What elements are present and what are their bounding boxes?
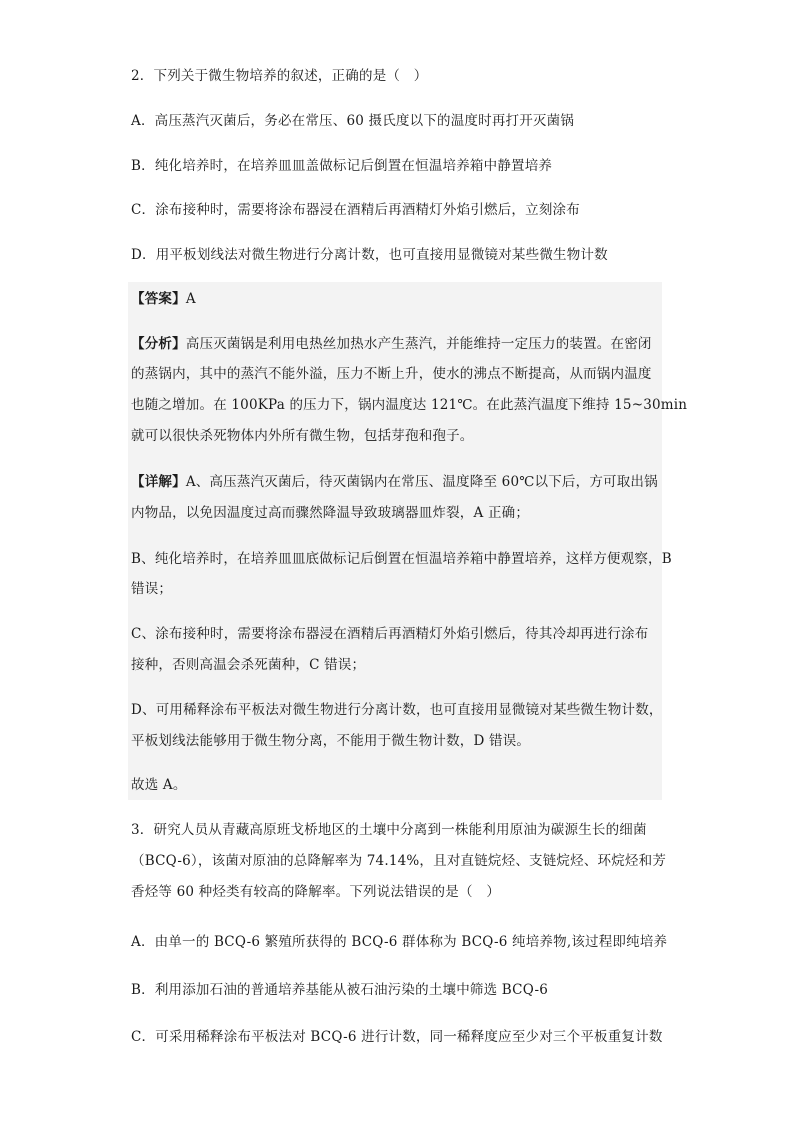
analysis-line-3: 也随之增加。在 100KPa 的压力下，锅内温度达 121℃。在此蒸汽温度下维持 15~30min <box>131 397 688 413</box>
q3-option-c: C．可采用稀释涂布平板法对 BCQ-6 进行计数，同一稀释度应至少对三个平板重复计数 <box>131 1029 663 1045</box>
detail-line-4: 错误； <box>131 581 173 597</box>
detail-line-7: D、可用稀释涂布平板法对微生物进行分离计数，也可直接用显微镜对某些微生物计数， <box>131 702 663 718</box>
q3-option-b: B．利用添加石油的普通培养基能从被石油污染的土壤中筛选 BCQ-6 <box>131 982 549 998</box>
detail-conclusion: 故选 A。 <box>131 777 187 793</box>
detail-label: 【详解】 <box>131 474 186 490</box>
detail-text-1: A、高压蒸汽灭菌后，待灭菌锅内在常压、温度降至 60℃以下后，方可取出锅 <box>185 474 658 490</box>
analysis-line-4: 就可以很快杀死物体内外所有微生物，包括芽孢和孢子。 <box>131 428 474 444</box>
answer-label: 【答案】 <box>131 291 186 307</box>
q2-option-d: D．用平板划线法对微生物进行分离计数，也可直接用显微镜对某些微生物计数 <box>131 247 608 263</box>
detail-line-2: 内物品，以免因温度过高而骤然降温导致玻璃器皿炸裂，A 正确； <box>131 505 530 521</box>
detail-line-8: 平板划线法能够用于微生物分离，不能用于微生物计数，D 错误。 <box>131 733 531 749</box>
detail-line-6: 接种，否则高温会杀死菌种，C 错误； <box>131 657 366 673</box>
detail-line-3: B、纯化培养时，在培养皿皿底做标记后倒置在恒温培养箱中静置培养，这样方便观察，B <box>131 551 672 567</box>
answer-value: A <box>185 291 196 307</box>
q3-stem-line-3: 香烃等 60 种烃类有较高的降解率。下列说法错误的是（ ） <box>131 884 501 900</box>
q2-stem: 2．下列关于微生物培养的叙述，正确的是（ ） <box>131 68 428 84</box>
answer-line <box>131 289 196 309</box>
q3-stem-line-2: （BCQ-6），该菌对原油的总降解率为 74.14%，且对直链烷烃、支链烷烃、环烷烃和芳 <box>131 853 667 869</box>
solution-shaded-block <box>128 282 662 800</box>
q2-option-a: A．高压蒸汽灭菌后，务必在常压、60 摄氏度以下的温度时再打开灭菌锅 <box>131 113 575 129</box>
q2-option-b: B．纯化培养时，在培养皿皿盖做标记后倒置在恒温培养箱中静置培养 <box>131 158 553 174</box>
analysis-line-1 <box>131 334 652 354</box>
detail-line-1 <box>131 472 658 492</box>
analysis-label: 【分析】 <box>131 336 186 352</box>
q2-option-c: C．涂布接种时，需要将涂布器浸在酒精后再酒精灯外焰引燃后，立刻涂布 <box>131 202 580 218</box>
analysis-text-1: 高压灭菌锅是利用电热丝加热水产生蒸汽，并能维持一定压力的装置。在密闭 <box>185 336 652 352</box>
q3-option-a: A．由单一的 BCQ-6 繁殖所获得的 BCQ-6 群体称为 BCQ-6 纯培养物,该过程即纯培养 <box>131 934 668 950</box>
q3-stem-line-1: 3．研究人员从青藏高原班戈桥地区的土壤中分离到一株能利用原油为碳源生长的细菌 <box>131 822 647 838</box>
analysis-line-2: 的蒸锅内，其中的蒸汽不能外溢，压力不断上升，使水的沸点不断提高，从而锅内温度 <box>131 366 652 382</box>
detail-line-5: C、涂布接种时，需要将涂布器浸在酒精后再酒精灯外焰引燃后，待其冷却再进行涂布 <box>131 626 649 642</box>
